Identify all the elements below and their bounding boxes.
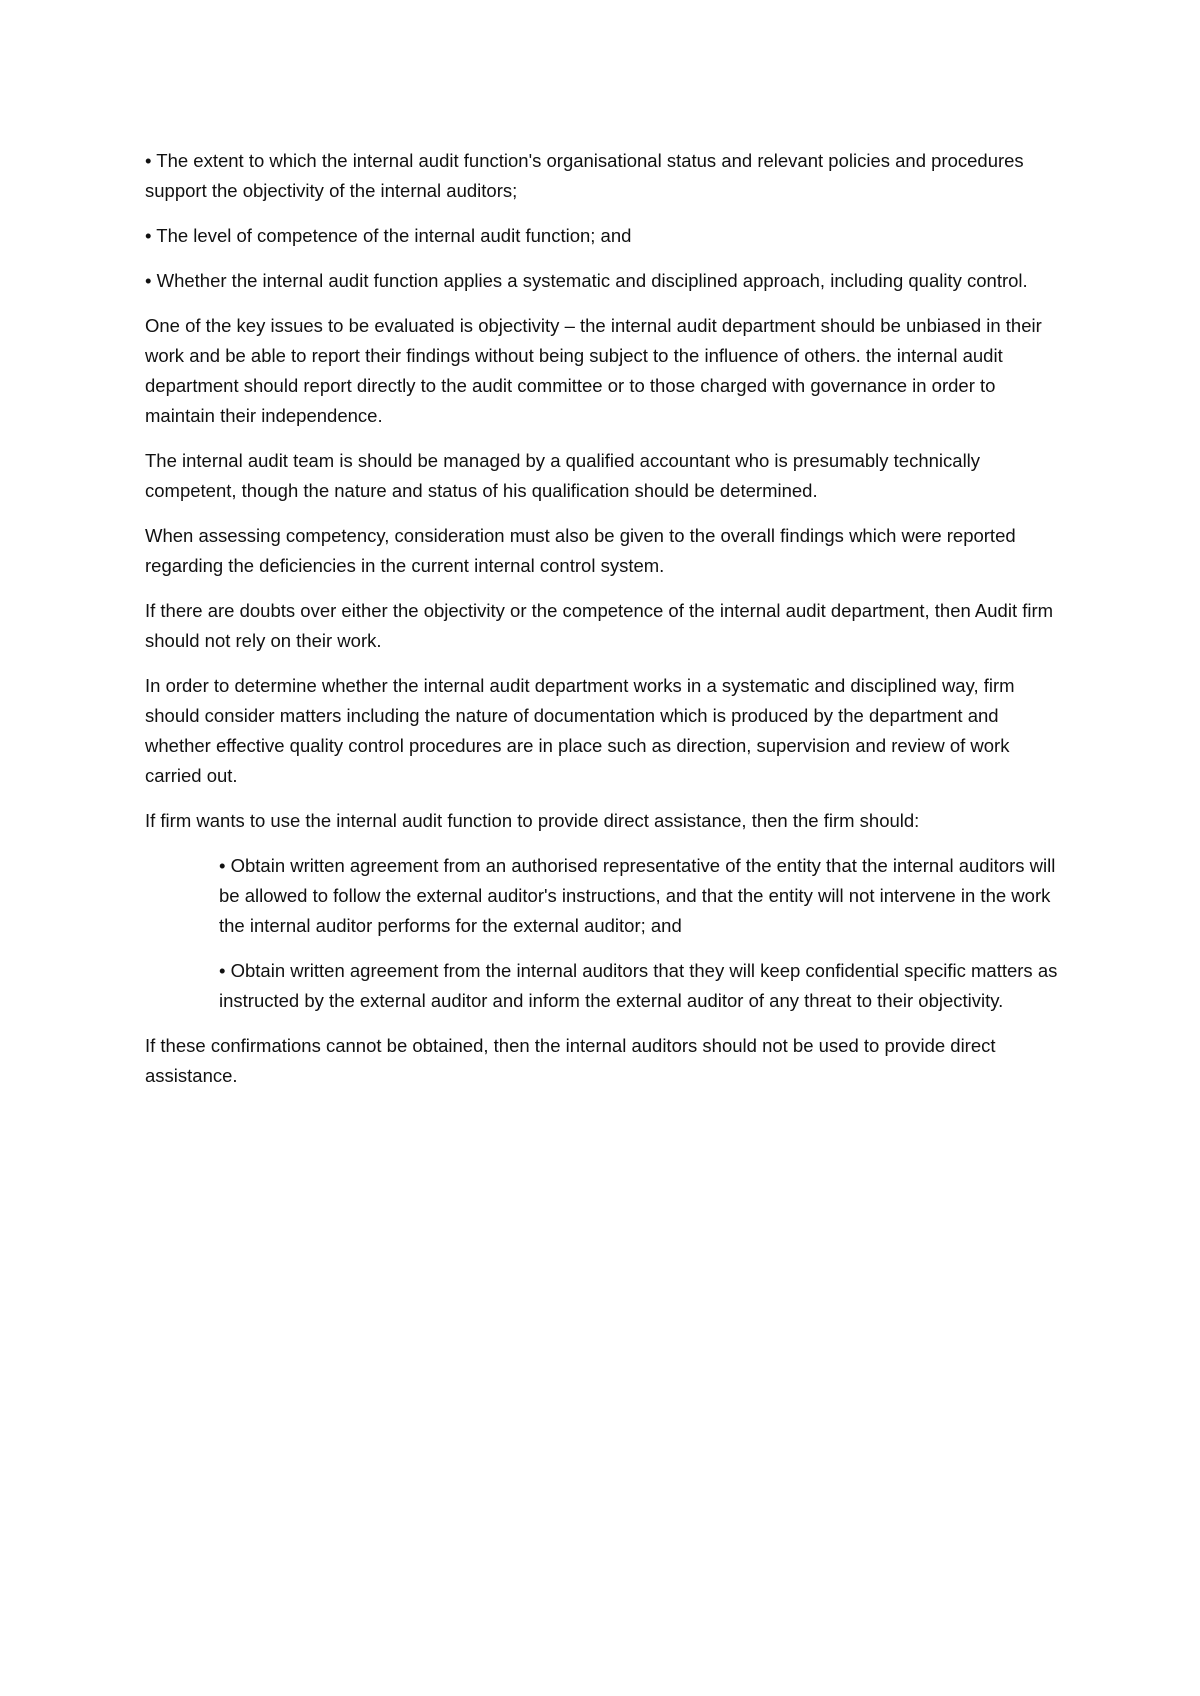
paragraph-direct-assistance: If firm wants to use the internal audit function to provide direct assistance, then the firm should: — [145, 810, 920, 831]
paragraph-doubts: If there are doubts over either the objectivity or the competence of the internal audit department, then Audit firm should not rely on their work. — [145, 600, 1054, 651]
bullet-competence: • The level of competence of the internal audit function; and — [145, 225, 632, 246]
paragraph-objectivity: One of the key issues to be evaluated is objectivity – the internal audit department should be unbiased in their work and be able to report their findings without being subject to the influence of others. the internal audit department should report directly to the audit committee or to those charged with governance in order to maintain their independence. — [145, 315, 1042, 426]
bullet-systematic-approach: • Whether the internal audit function applies a systematic and disciplined approach, including quality control. — [145, 270, 1028, 291]
document-body — [145, 146, 1065, 1106]
bullet-objectivity-status: • The extent to which the internal audit function's organisational status and relevant policies and procedures support the objectivity of the internal auditors; — [145, 150, 1024, 201]
paragraph-systematic: In order to determine whether the internal audit department works in a systematic and disciplined way, firm should consider matters including the nature of documentation which is produced by the department and whether effective quality control procedures are in place such as direction, supervision and review of work carried out. — [145, 675, 1015, 786]
indented-bullet-entity-agreement: • Obtain written agreement from an authorised representative of the entity that the internal auditors will be allowed to follow the external auditor's instructions, and that the entity will not intervene in the work the internal auditor performs for the external auditor; and — [219, 855, 1056, 936]
paragraph-qualified-accountant: The internal audit team is should be managed by a qualified accountant who is presumably technically competent, though the nature and status of his qualification should be determined. — [145, 450, 981, 501]
paragraph-competency: When assessing competency, consideration must also be given to the overall findings which were reported regarding the deficiencies in the current internal control system. — [145, 525, 1016, 576]
paragraph-closing: If these confirmations cannot be obtained, then the internal auditors should not be used to provide direct assistance. — [145, 1035, 996, 1086]
indented-bullet-auditor-agreement: • Obtain written agreement from the internal auditors that they will keep confidential specific matters as instructed by the external auditor and inform the external auditor of any threat to their objectivity. — [219, 960, 1058, 1011]
